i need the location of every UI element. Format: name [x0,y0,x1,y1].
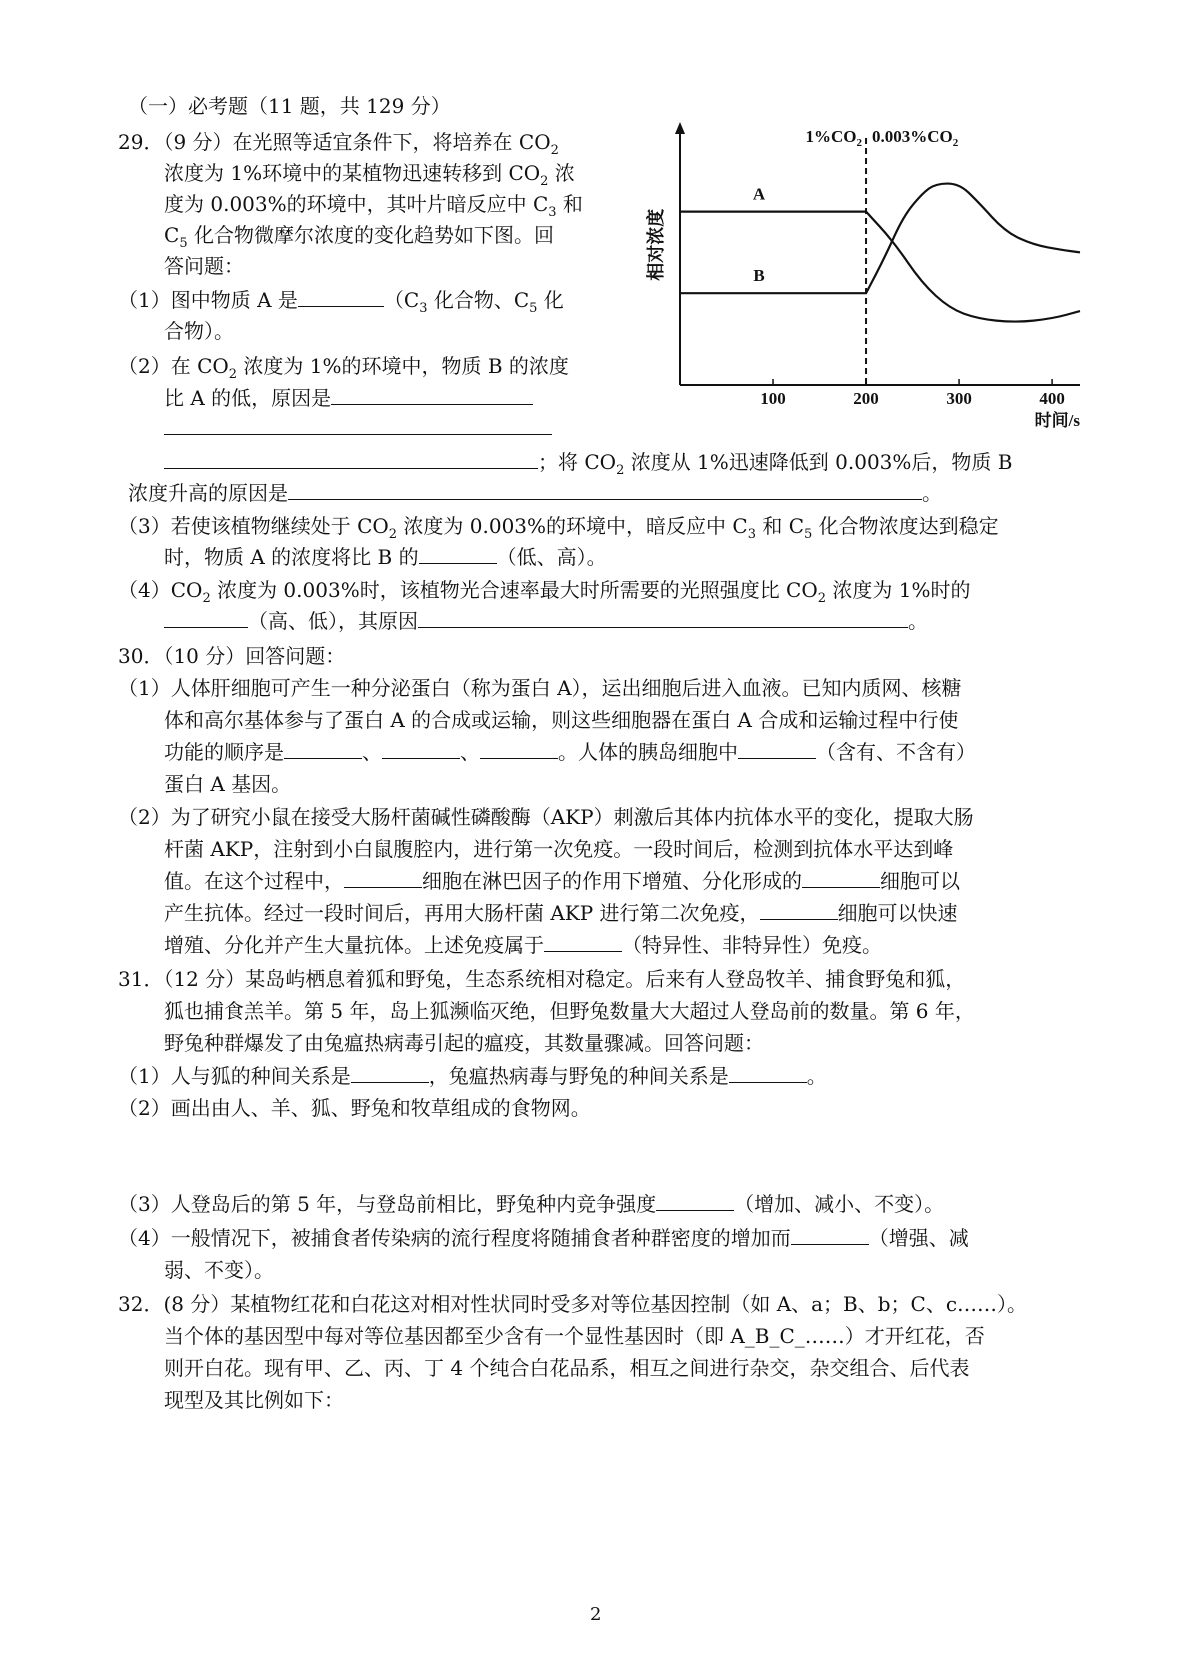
q29-part1-cont: 合物）。 [164,319,234,343]
q29-intro-line4: $C_5$ 化合物微摩尔浓度的变化趋势如下图。回 [164,223,554,251]
x-tick-label: 300 [946,389,972,408]
series-label-b: B [753,266,765,286]
q32-line1: 32．(8 分）某植物红花和白花这对相对性状同时受多对等位基因控制（如 A、a；B、b；C、c……）。 [118,1292,1028,1316]
q31-line6: （3）人登岛后的第 5 年，与登岛前相比，野兔种内竞争强度 （增加、减小、不变）。 [118,1192,945,1216]
q29-part2-line2: 比 A 的低，原因是 [164,384,533,412]
y-axis-label: 相对浓度 [646,208,666,281]
answer-blank[interactable] [298,286,384,307]
q29-part3-line2: 时，物质 A 的浓度将比 B 的 （低、高）。 [164,545,607,569]
q31-line7: （4）一般情况下，被捕食者传染病的流行程度将随捕食者种群密度的增加而 （增强、减 [118,1226,969,1250]
q29-part2-line5: 浓度升高的原因是 。 [128,481,942,505]
q31-line1: 31．（12 分）某岛屿栖息着狐和野兔，生态系统相对稳定。后来有人登岛牧羊、捕食野兔和狐， [118,967,966,991]
q31-line3: 野兔种群爆发了由兔瘟热病毒引起的瘟疫，其数量骤减。回答问题： [164,1031,764,1055]
q29-intro-line3: 度为 0.003%的环境中，其叶片暗反应中 $C_3$ 和 [164,192,583,220]
answer-blank[interactable] [791,1224,869,1245]
answer-blank[interactable] [418,607,908,628]
series-label-a: A [752,184,766,204]
q30-line3: 功能的顺序是 、 、 。人体的胰岛细胞中 （含有、不含有） [164,740,976,764]
y-axis-arrow [675,122,685,134]
q29-intro-line5: 答问题： [164,254,244,278]
answer-blank[interactable] [351,1062,429,1083]
q30-line7: 值。在这个过程中， 细胞在淋巴因子的作用下增殖、分化形成的 细胞可以 [164,869,960,893]
x-axis-label: 时间/s [1034,411,1080,430]
q31-line8: 弱、不变）。 [164,1258,274,1282]
answer-blank[interactable] [288,479,922,500]
q30-line5: （2）为了研究小鼠在接受大肠杆菌碱性磷酸酶（AKP）刺激后其体内抗体水平的变化，提取大肠 [118,805,974,829]
q29-part2-line4: ；将 $CO_2$ 浓度从 1%迅速降低到 0.003%后，物质 B [164,448,1012,476]
q32-line2: 当个体的基因型中每对等位基因都至少含有一个显性基因时（即 A_B_C_……）才开红花，否 [164,1324,985,1348]
concentration-chart [640,118,1090,448]
q29-part4: $(4)CO_2$ 浓度为 0.003%时，该植物光合速率最大时所需要的光照强度比 $CO_2$ 浓度为 1%时的 [118,578,971,606]
region-label-right: $0.003\%CO_2$ [872,127,959,149]
x-tick-label: 100 [760,389,786,408]
page-number: 2 [590,1604,602,1625]
series-line-b [680,184,1080,294]
answer-blank[interactable] [729,1062,807,1083]
answer-blank[interactable] [164,607,248,628]
answer-blank[interactable] [164,414,552,435]
region-label-left: $1\%CO_2$ [805,127,863,149]
section-title: （一）必考题（11 题，共 129 分） [128,94,451,118]
q30-line6: 杆菌 AKP，注射到小白鼠腹腔内，进行第一次免疫。一段时间后，检测到抗体水平达到峰 [164,837,954,861]
q29-part2: （2）在 $CO_2$ 浓度为 1%的环境中，物质 B 的浓度 [118,354,569,382]
answer-blank[interactable] [382,738,460,759]
q30-line9: 增殖、分化并产生大量抗体。上述免疫属于 （特异性、非特异性）免疫。 [164,933,882,957]
q29-intro-line2: 浓度为 1%环境中的某植物迅速转移到 $CO_2$ 浓 [164,161,575,189]
answer-blank[interactable] [480,738,558,759]
q29-part2-line3 [164,414,552,442]
q32-line4: 现型及其比例如下： [164,1388,344,1412]
q30-line1: （1）人体肝细胞可产生一种分泌蛋白（称为蛋白 A），运出细胞后进入血液。已知内质网、核糖 [118,676,962,700]
q29-intro-line1: 29．（9 分）在光照等适宜条件下，将培养在 $CO_2$ [118,130,559,158]
q31-line4: （1）人与狐的种间关系是 ，兔瘟热病毒与野兔的种间关系是 。 [118,1064,827,1088]
q32-line3: 则开白花。现有甲、乙、丙、丁 4 个纯合白花品系，相互之间进行杂交，杂交组合、后代表 [164,1356,970,1380]
q29-part4-line2: （高、低），其原因 。 [164,607,928,635]
answer-blank[interactable] [760,899,838,920]
answer-blank[interactable] [284,738,362,759]
answer-blank[interactable] [802,867,880,888]
x-tick-label: 400 [1039,389,1065,408]
x-tick-label: 200 [853,389,879,408]
answer-blank[interactable] [738,738,816,759]
q31-line5: （2）画出由人、羊、狐、野兔和牧草组成的食物网。 [118,1096,591,1120]
q30-heading: 30．（10 分）回答问题： [118,644,346,668]
answer-blank[interactable] [331,384,533,405]
answer-blank[interactable] [419,543,497,564]
answer-blank[interactable] [656,1190,734,1211]
q30-line4: 蛋白 A 基因。 [164,772,292,796]
answer-blank[interactable] [544,931,622,952]
answer-blank[interactable] [164,448,538,469]
q29-part3: （3）若使该植物继续处于 $CO_2$ 浓度为 0.003%的环境中，暗反应中 $C_3$ 和 $C_5$ 化合物浓度达到稳定 [118,514,999,542]
q29-part1: （1）图中物质 A 是 （$C_3$ 化合物、$C_5$ 化 [118,288,564,316]
q31-line2: 狐也捕食羔羊。第 5 年，岛上狐濒临灭绝，但野兔数量大大超过人登岛前的数量。第 6 年， [164,999,975,1023]
answer-blank[interactable] [344,867,422,888]
q30-line2: 体和高尔基体参与了蛋白 A 的合成或运输，则这些细胞器在蛋白 A 合成和运输过程中行使 [164,708,959,732]
q30-line8: 产生抗体。经过一段时间后，再用大肠杆菌 AKP 进行第二次免疫， 细胞可以快速 [164,901,958,925]
